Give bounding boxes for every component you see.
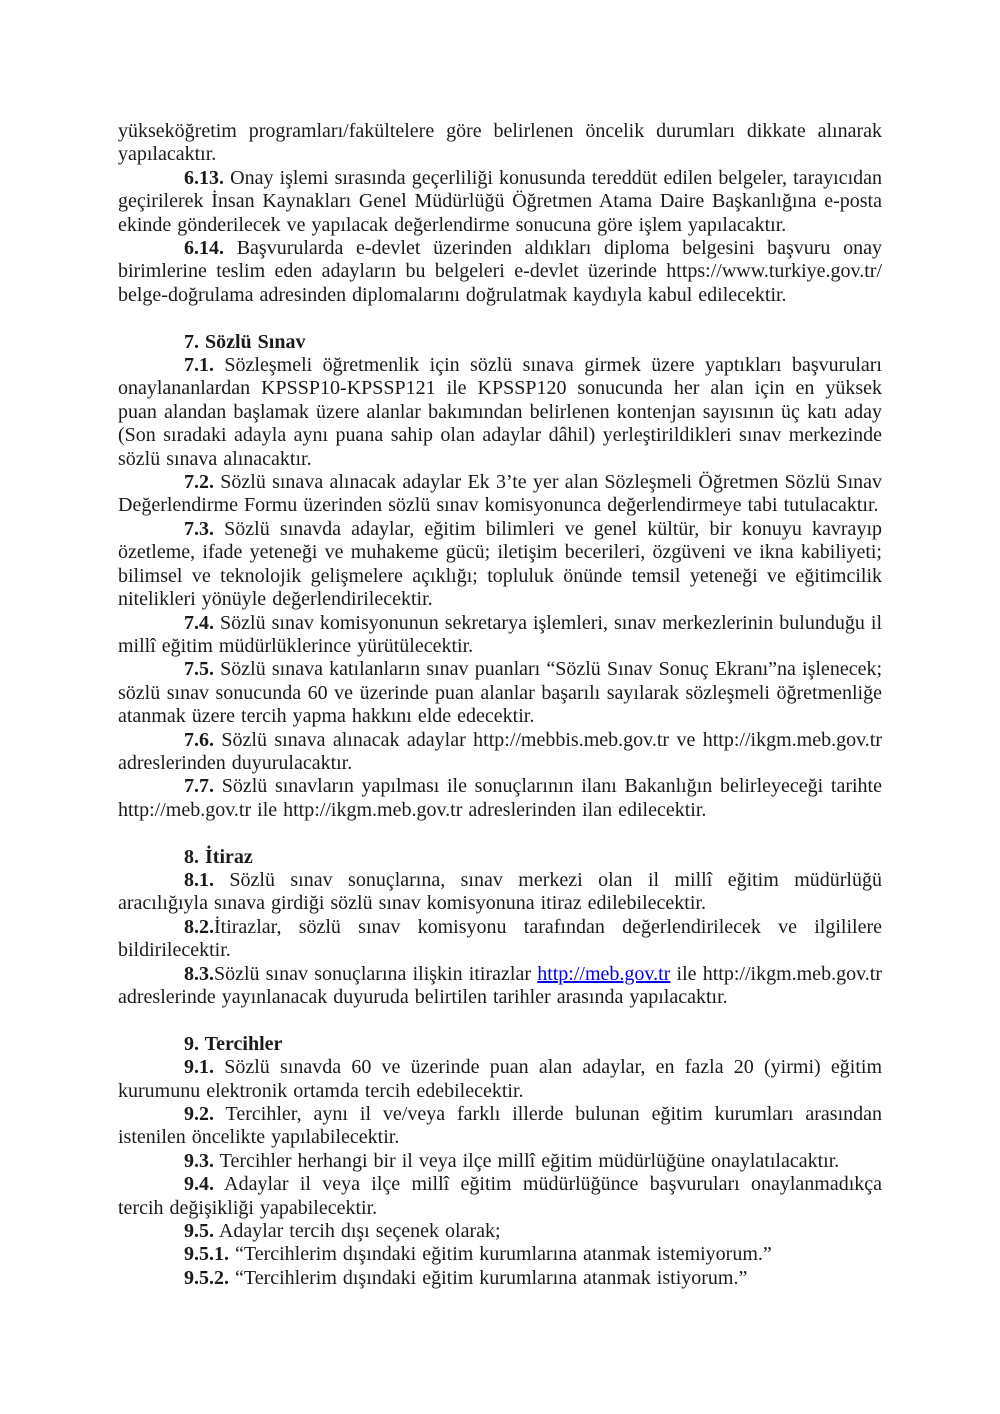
item-number: 6.13.: [184, 166, 224, 189]
item-number: 9.2.: [184, 1103, 214, 1126]
blank-line: [118, 307, 882, 330]
item-7-6: 7.6. Sözlü sınava alınacak adaylar http://mebbis.meb.gov.tr ve http://ikgm.meb.gov.tr adreslerinden duyurulacaktır.: [118, 728, 882, 774]
item-9-3: 9.3. Tercihler herhangi bir il veya ilçe millî eğitim müdürlüğüne onaylatılacaktır.: [184, 1149, 840, 1172]
item-number: 7.4.: [184, 611, 214, 634]
item-number: 7.5.: [184, 658, 214, 681]
item-6-13: 6.13. Onay işlemi sırasında geçerliliği konusunda tereddüt edilen belgeler, tarayıcıdan geçirilerek İnsan Kaynakları Genel Müdürlüğü Öğretmen Atama Daire Başkanlığına e-posta ekinde gönderilecek ve yapılacak değerlendirme sonucuna göre işlem yapılacaktır.: [118, 166, 882, 236]
item-7-2: 7.2. Sözlü sınava alınacak adaylar Ek 3’te yer alan Sözleşmeli Öğretmen Sözlü Sınav Değerlendirme Formu üzerinden sözlü sınav komisyonunca değerlendirmeye tabi tutulacaktır.: [118, 471, 882, 517]
item-9-5: 9.5. Adaylar tercih dışı seçenek olarak;: [184, 1220, 501, 1243]
item-number: 9.5.1.: [184, 1243, 229, 1266]
item-number: 8.1.: [184, 868, 214, 891]
blank-line: [118, 1009, 882, 1032]
section-heading-9: 9. Tercihler: [184, 1032, 283, 1055]
meb-gov-tr-link[interactable]: http://meb.gov.tr: [537, 962, 671, 985]
item-6-14: 6.14. Başvurularda e-devlet üzerinden aldıkları diploma belgesini başvuru onay birimlerine teslim eden adayların bu belgeleri e-devlet üzerinde https://www.turkiye.gov.tr/ belge-doğrulama adresinden diplomalarını doğrulatmak kaydıyla kabul edilecektir.: [118, 237, 882, 306]
item-9-5-1: 9.5.1. “Tercihlerim dışındaki eğitim kurumlarına atanmak istemiyorum.”: [184, 1243, 772, 1266]
item-number: 7.3.: [184, 517, 214, 540]
item-number: 8.2.: [184, 915, 214, 938]
item-number: 9.1.: [184, 1056, 214, 1079]
item-9-5-2: 9.5.2. “Tercihlerim dışındaki eğitim kurumlarına atanmak istiyorum.”: [184, 1266, 748, 1289]
item-number: 7.2.: [184, 471, 214, 494]
item-number: 6.14.: [184, 237, 224, 260]
item-9-2: 9.2. Tercihler, aynı il ve/veya farklı illerde bulunan eğitim kurumları arasından istenilen öncelikte yapılabilecektir.: [118, 1103, 882, 1149]
item-number: 9.5.2.: [184, 1266, 229, 1289]
section-heading-7: 7. Sözlü Sınav: [184, 330, 306, 353]
paragraph-continuation: yükseköğretim programları/fakültelere göre belirlenen öncelik durumları dikkate alınarak yapılacaktır.: [118, 120, 882, 166]
section-heading-8: 8. İtiraz: [184, 845, 253, 868]
blank-line: [118, 822, 882, 845]
item-7-3: 7.3. Sözlü sınavda adaylar, eğitim bilimleri ve genel kültür, bir konuyu kavrayıp özetleme, ifade yeteneği ve muhakeme gücü; iletişim becerileri, özgüveni ve ikna kabiliyeti; bilimsel ve teknolojik gelişmelere açıklığı; topluluk önünde temsil yeteneği ve eğitimcilik nitelikleri yönüyle değerlendirilecektir.: [118, 517, 882, 611]
item-number: 7.7.: [184, 775, 214, 798]
item-7-4: 7.4. Sözlü sınav komisyonunun sekretarya işlemleri, sınav merkezlerinin bulunduğu il millî eğitim müdürlüklerince yürütülecektir.: [118, 611, 882, 657]
item-8-2: 8.2.İtirazlar, sözlü sınav komisyonu tarafından değerlendirilecek ve ilgililere bildirilecektir.: [118, 915, 882, 962]
item-number: 9.4.: [184, 1173, 214, 1196]
item-8-3: 8.3.Sözlü sınav sonuçlarına ilişkin itirazlar http://meb.gov.tr ile http://ikgm.meb.gov.tr adreslerinde yayınlanacak duyuruda belirtilen tarihler arasında yapılacaktır.: [118, 962, 882, 1008]
item-8-1: 8.1. Sözlü sınav sonuçlarına, sınav merkezi olan il millî eğitim müdürlüğü aracılığıyla sınava girdiği sözlü sınav komisyonuna itiraz edilebilecektir.: [118, 868, 882, 915]
item-7-5: 7.5. Sözlü sınava katılanların sınav puanları “Sözlü Sınav Sonuç Ekranı”na işlenecek; sözlü sınav sonucunda 60 ve üzerinde puan alanlar başarılı sayılarak sözleşmeli öğretmenliğe atanmak üzere tercih yapma hakkını elde edecektir.: [118, 658, 882, 728]
document-body: [118, 120, 882, 1290]
item-9-1: 9.1. Sözlü sınavda 60 ve üzerinde puan alan adaylar, en fazla 20 (yirmi) eğitim kurumunu elektronik ortamda tercih edebilecektir.: [118, 1056, 882, 1102]
item-number: 7.6.: [184, 728, 214, 751]
item-number: 9.3.: [184, 1149, 214, 1172]
item-7-1: 7.1. Sözleşmeli öğretmenlik için sözlü sınava girmek üzere yaptıkları başvuruları onaylananlardan KPSSP10-KPSSP121 ile KPSSP120 sonucunda her alan için en yüksek puan alandan başlamak üzere alanlar bakımından belirlenen kontenjan sayısının üç katı aday (Son sıradaki adayla aynı puana sahip olan adaylar dâhil) yerleştirildikleri sınav merkezinde sözlü sınava alınacaktır.: [118, 354, 882, 470]
item-7-7: 7.7. Sözlü sınavların yapılması ile sonuçlarının ilanı Bakanlığın belirleyeceği tarihte http://meb.gov.tr ile http://ikgm.meb.gov.tr adreslerinden ilan edilecektir.: [118, 775, 882, 821]
item-number: 7.1.: [184, 354, 214, 377]
item-9-4: 9.4. Adaylar il veya ilçe millî eğitim müdürlüğünce başvuruları onaylanmadıkça tercih değişikliği yapabilecektir.: [118, 1173, 882, 1219]
item-number: 8.3.: [184, 962, 214, 985]
item-number: 9.5.: [184, 1220, 214, 1243]
